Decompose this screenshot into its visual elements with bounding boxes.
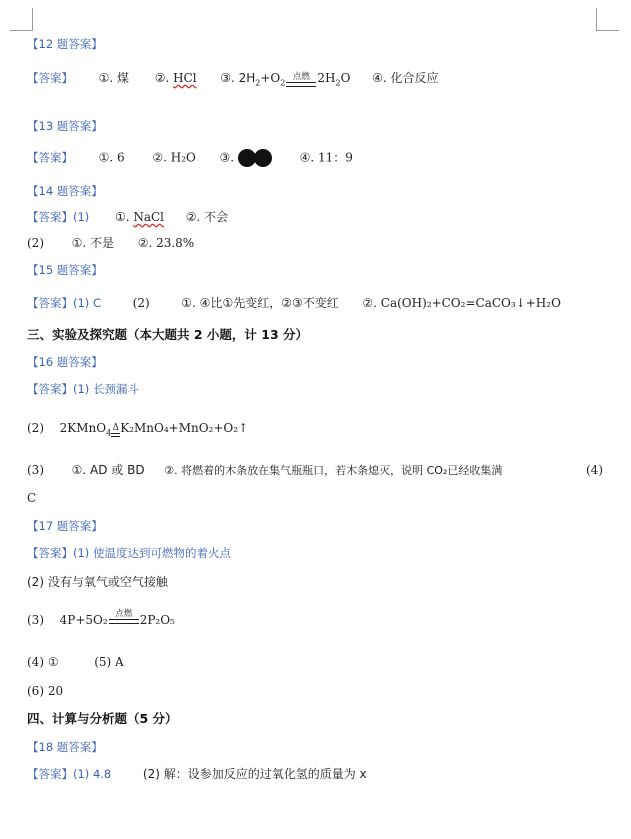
q16-line2-num: (2) <box>27 421 44 435</box>
q16-line4: C <box>27 491 37 505</box>
molecule-dots-icon <box>238 149 270 167</box>
q12-part1: ①. 煤 <box>98 71 130 85</box>
q13-header: 【13 题答案】 <box>27 119 103 133</box>
q17-condition: 点燃 <box>115 609 133 619</box>
section4-heading: 四、计算与分析题（5 分） <box>27 711 178 726</box>
q12-condition: 点燃 <box>292 72 310 83</box>
q12-part2-prefix: ②. <box>154 71 174 85</box>
q18-header: 【18 题答案】 <box>27 740 103 754</box>
q17-header: 【17 题答案】 <box>27 519 103 533</box>
q18-answer-line <box>27 766 367 782</box>
q13-part4: ④. 11：9 <box>299 150 353 165</box>
q12-answer-label: 【答案】 <box>27 71 73 85</box>
q12-part3-equation: ③. $2H_2+O_2$ 点燃 $2H_2O$ <box>220 71 351 88</box>
q13-part2: ②. H₂O <box>152 150 196 165</box>
q12-part4: ④. 化合反应 <box>372 71 439 85</box>
section3-heading: 三、实验及探究题（本大题共 2 小题，计 13 分） <box>27 327 309 342</box>
q15-part1: ①. ④比①先变红，②③不变红 <box>181 296 339 310</box>
q14-answer-label: 【答案】(1) <box>27 210 90 224</box>
q17-line4-part4: (4) ① <box>27 655 59 669</box>
q14-line1-part2: ②. 不会 <box>185 210 229 224</box>
q15-answer-label: 【答案】(1) C <box>27 296 101 310</box>
q14-line1-part1-prefix: ①. <box>114 210 134 224</box>
q17-equation: 4P+5O₂ 点燃 2P₂O₅ <box>59 609 175 627</box>
q14-line1 <box>27 209 228 225</box>
q16-line3-tail: (4) <box>586 463 603 477</box>
q17-line4-part5: (5) A <box>94 655 124 669</box>
q13-part1: ①. 6 <box>98 150 125 165</box>
q18-answer-label: 【答案】(1) 4.8 <box>27 767 112 781</box>
q16-line3-part1: ①. AD 或 BD <box>71 463 145 477</box>
corner-mark-top-left <box>10 8 33 31</box>
q14-line2 <box>27 235 194 251</box>
q12-header: 【12 题答案】 <box>27 37 103 51</box>
q17-line4 <box>27 654 124 670</box>
q13-part3: ③. <box>219 150 235 165</box>
q16-equation: 2KMnO$_4$ Δ K₂MnO₄+MnO₂+O₂↑ <box>59 421 249 438</box>
q17-line5: (6) 20 <box>27 684 64 698</box>
q16-line2 <box>27 420 248 441</box>
q12-part2-value: HCl <box>173 71 197 85</box>
q17-answer-line: 【答案】(1) 使温度达到可燃物的着火点 <box>27 546 231 560</box>
q16-header: 【16 题答案】 <box>27 355 103 369</box>
q13-answer-line <box>27 149 353 167</box>
q15-answer-line <box>27 295 561 311</box>
q17-line2: (2) 没有与氧气或空气接触 <box>27 575 168 589</box>
q18-part2: (2) 解：设参加反应的过氧化氢的质量为 x <box>142 767 367 781</box>
q17-line3-num: (3) <box>27 613 44 627</box>
corner-mark-top-right <box>596 8 619 31</box>
q13-answer-label: 【答案】 <box>27 150 73 165</box>
q16-line3-part2: ②. 将燃着的木条放在集气瓶瓶口，若木条熄灭，说明 CO₂已经收集满 <box>164 464 503 477</box>
q14-header: 【14 题答案】 <box>27 184 103 198</box>
q16-delta-condition: Δ <box>112 423 119 434</box>
q15-header: 【15 题答案】 <box>27 263 103 277</box>
q14-line1-part1-value: NaCl <box>133 210 165 224</box>
q16-answer-line: 【答案】(1) 长颈漏斗 <box>27 382 139 396</box>
q16-line3-num: (3) <box>27 463 44 477</box>
q17-line3 <box>27 610 175 628</box>
q12-answer-line <box>27 70 438 91</box>
q16-line3 <box>27 462 603 479</box>
q15-part2: ②. Ca(OH)₂+CO₂=CaCO₃↓+H₂O <box>362 296 561 310</box>
q14-line2-part2: ②. 23.8% <box>137 236 195 250</box>
q14-line2-part1: ①. 不是 <box>71 236 115 250</box>
q14-line2-num: (2) <box>27 236 44 250</box>
q15-num2: (2) <box>132 296 150 310</box>
